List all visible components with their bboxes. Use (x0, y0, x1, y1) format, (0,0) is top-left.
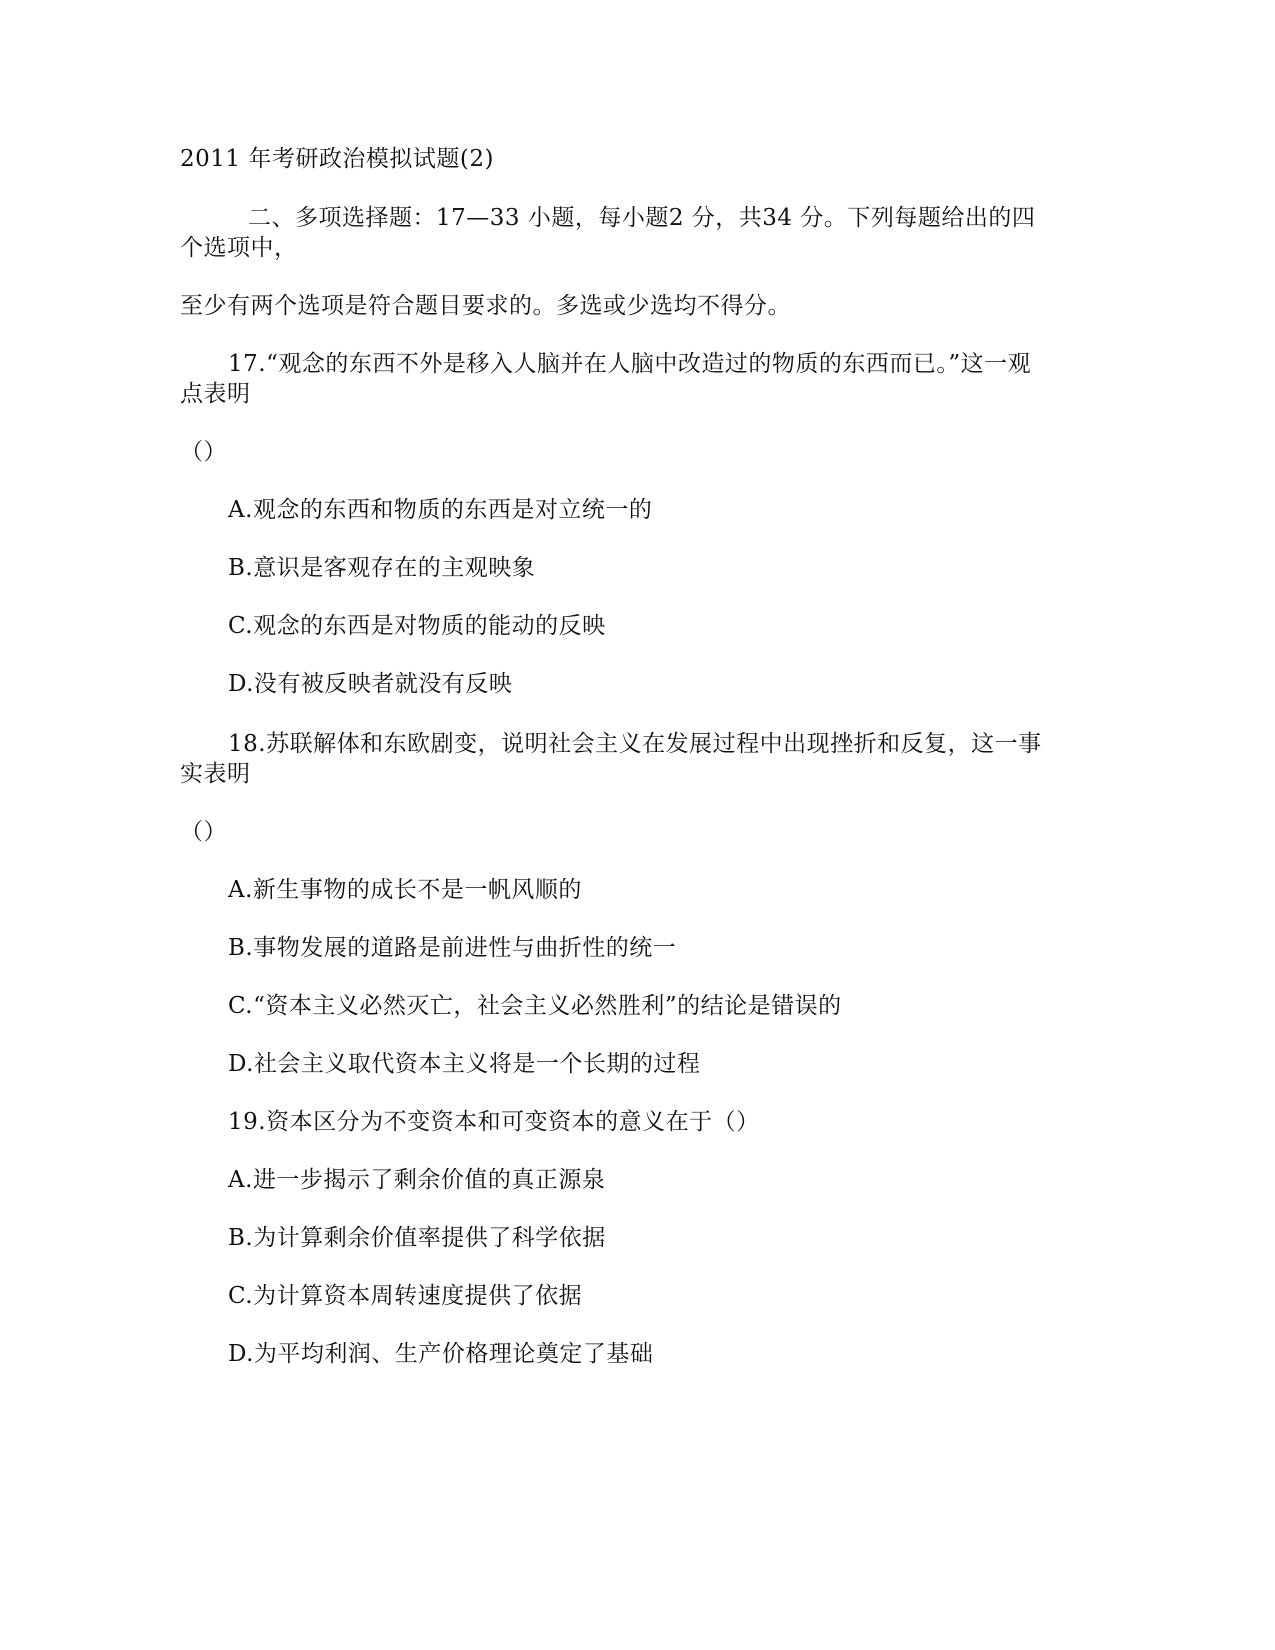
question-19-option-b: B.为计算剩余价值率提供了科学依据 (228, 1225, 606, 1251)
question-17-option-c: C.观念的东西是对物质的能动的反映 (228, 613, 606, 639)
question-19-stem: 19.资本区分为不变资本和可变资本的意义在于（） (228, 1109, 760, 1135)
question-17-answer-blank: （） (180, 439, 227, 465)
question-18-answer-blank: （） (180, 819, 227, 845)
question-17-stem-line2: 点表明 (180, 381, 251, 407)
question-17-option-b: B.意识是客观存在的主观映象 (228, 555, 536, 581)
question-18-option-a: A.新生事物的成长不是一帆风顺的 (228, 877, 582, 903)
question-17-stem-line1: 17.“观念的东西不外是移入人脑并在人脑中改造过的物质的东西而已。”这一观 (228, 351, 1032, 377)
question-18-stem-line1: 18.苏联解体和东欧剧变，说明社会主义在发展过程中出现挫折和反复，这一事 (228, 731, 1042, 757)
section-instruction-line3: 至少有两个选项是符合题目要求的。多选或少选均不得分。 (180, 293, 791, 319)
question-19-option-a: A.进一步揭示了剩余价值的真正源泉 (228, 1167, 606, 1193)
question-18-stem-line2: 实表明 (180, 761, 251, 787)
question-19-option-c: C.为计算资本周转速度提供了依据 (228, 1283, 583, 1309)
question-18-option-d: D.社会主义取代资本主义将是一个长期的过程 (228, 1051, 701, 1077)
question-18-option-c: C.“资本主义必然灭亡，社会主义必然胜利”的结论是错误的 (228, 993, 842, 1019)
question-18-option-b: B.事物发展的道路是前进性与曲折性的统一 (228, 935, 677, 961)
question-17-option-d: D.没有被反映者就没有反映 (228, 671, 513, 697)
question-19-option-d: D.为平均利润、生产价格理论奠定了基础 (228, 1341, 654, 1367)
page-title: 2011 年考研政治模拟试题(2) (180, 146, 494, 172)
section-instruction-line1: 二、多项选择题：17—33 小题，每小题2 分，共34 分。下列每题给出的四 (248, 205, 1036, 231)
section-instruction-line2: 个选项中， (180, 235, 298, 261)
question-17-option-a: A.观念的东西和物质的东西是对立统一的 (228, 497, 653, 523)
